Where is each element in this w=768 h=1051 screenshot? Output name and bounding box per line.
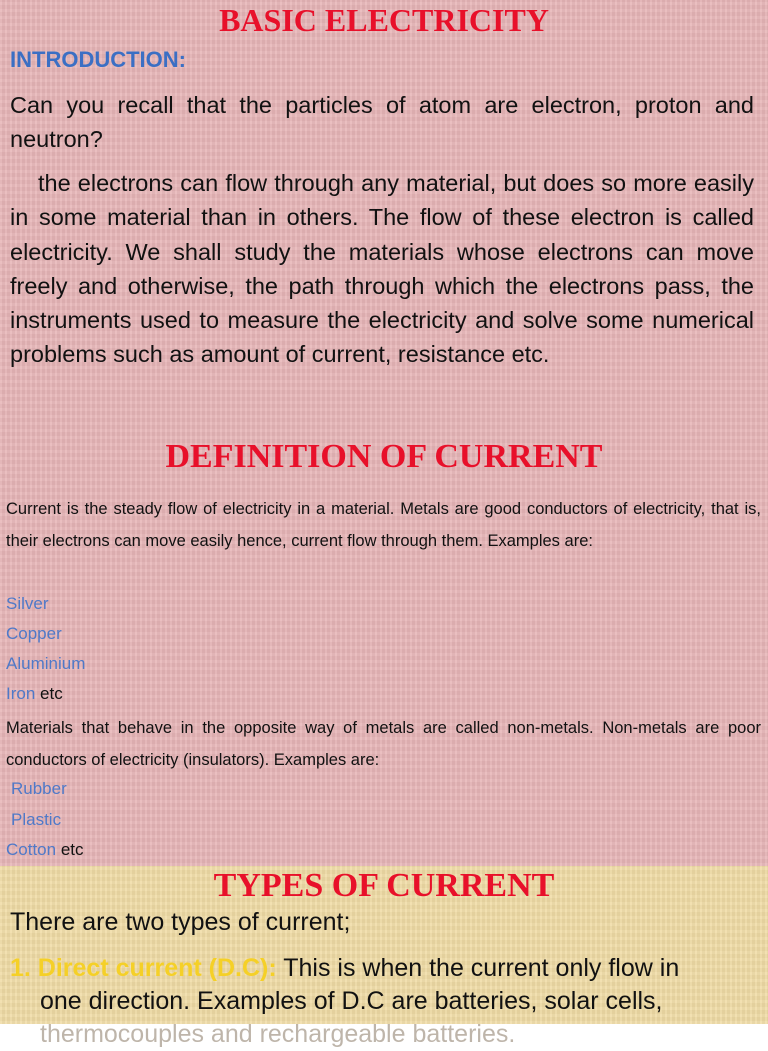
metal-example-aluminium — [6, 652, 85, 676]
metal-name: Copper — [6, 624, 62, 643]
types-lead-text: There are two types of current; — [10, 908, 351, 936]
nonmetal-example-plastic — [11, 808, 61, 832]
dc-text: This is when the current only flow in — [276, 954, 680, 982]
metals-etc: etc — [35, 684, 63, 703]
introduction-paragraph-2: the electrons can flow through any material, but does so more easily in some material than in others. The flow of these electron is called electricity. We shall study the materials whose electrons can move freely and otherwise, the path through which the electrons pass, the instruments used to measure the electricity and solve some numerical problems such as amount of current, resistance etc. — [10, 170, 754, 368]
nonmetal-name: Cotton — [6, 840, 57, 859]
nonmetal-name: Plastic — [11, 810, 62, 829]
nonmetal-example-cotton — [6, 838, 84, 862]
direct-current-item — [10, 952, 760, 1051]
nonmetal-example-rubber — [11, 777, 67, 801]
dc-continued-text: one direction. Examples of D.C are batteries, solar cells, — [40, 987, 663, 1015]
introduction-heading: INTRODUCTION: — [10, 47, 186, 72]
metal-name: Silver — [6, 594, 49, 613]
metal-example-iron — [6, 682, 63, 706]
metal-example-copper — [6, 622, 62, 646]
definition-heading: DEFINITION OF CURRENT — [165, 438, 603, 475]
metal-name: Iron — [6, 684, 36, 703]
nonmetals-paragraph: Materials that behave in the opposite way of metals are called non-metals. Non-metals are poor conductors of electricity (insulators). Examples are: — [6, 719, 761, 769]
nonmetal-name: Rubber — [11, 779, 67, 798]
metal-name: Aluminium — [6, 654, 86, 673]
dc-label: 1. Direct current (D.C): — [10, 954, 277, 982]
definition-paragraph: Current is the steady flow of electricity in a material. Metals are good conductors of electricity, that is, their electrons can move easily hence, current flow through them. Examples are: — [6, 500, 761, 550]
page-title: BASIC ELECTRICITY — [219, 2, 549, 38]
types-heading: TYPES OF CURRENT — [213, 867, 555, 904]
introduction-paragraph-1: Can you recall that the particles of atom are electron, proton and neutron? — [10, 92, 754, 153]
nonmetals-etc: etc — [56, 840, 84, 859]
dc-cut-off-text: thermocouples and rechargeable batteries. — [40, 1020, 516, 1048]
metal-example-silver — [6, 592, 49, 616]
